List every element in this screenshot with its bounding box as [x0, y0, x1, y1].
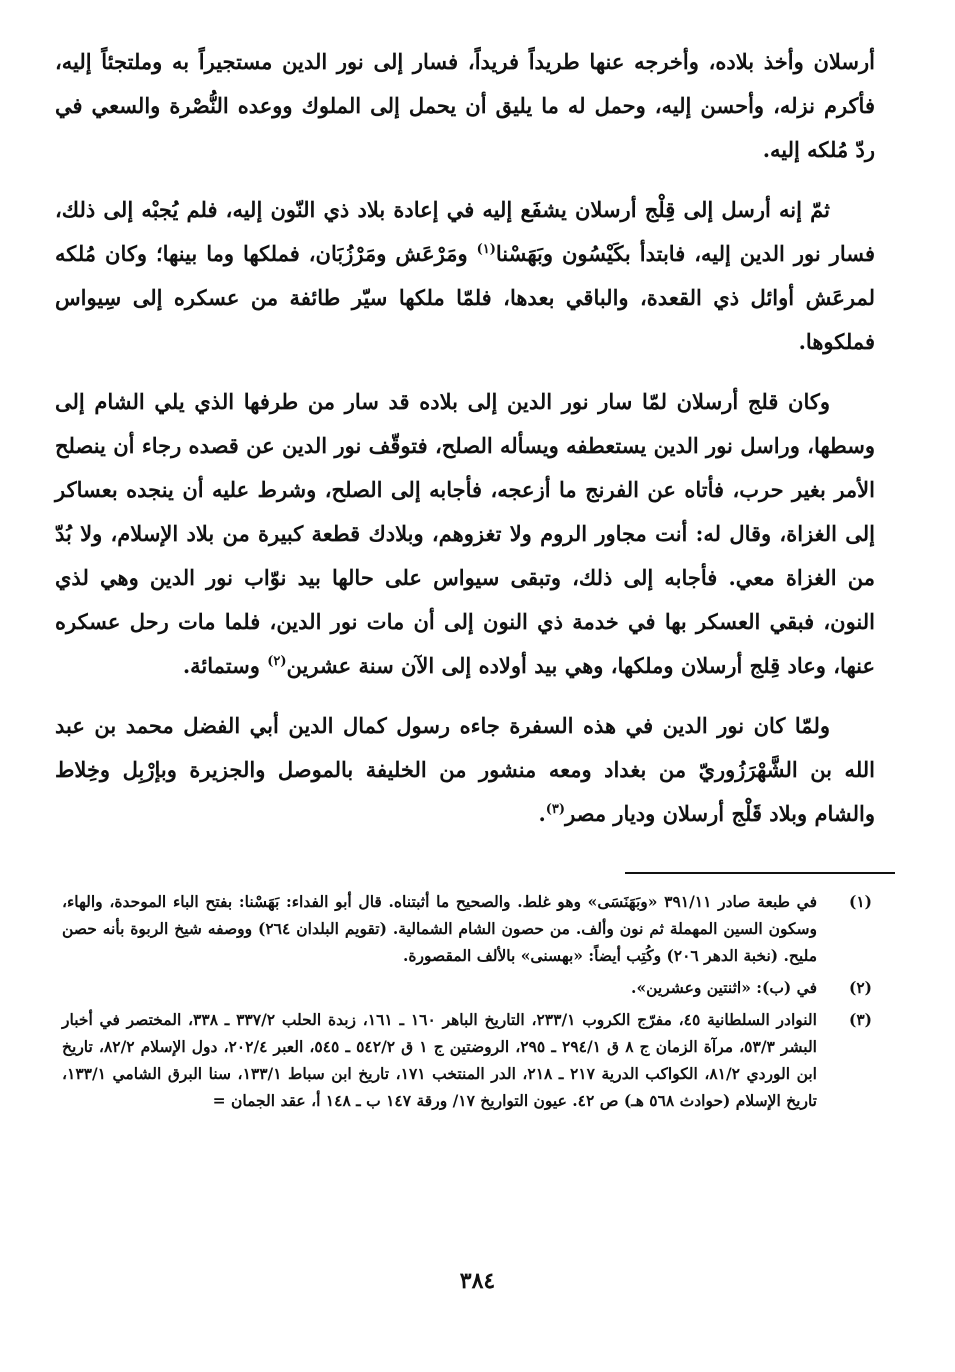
footnote-number: (٢)	[848, 978, 872, 997]
paragraph-3	[55, 380, 875, 688]
footnote-text: النوادر السلطانية ٤٥، مفرّج الكروب ٢٣٣/١، التاريخ الباهر ١٦٠ ـ ١٦١، زبدة الحلب ٣٣٧/٢ ـ ٣٣٨، المختصر في أخبار البشر ٥٣/٣، مرآة الزمان ج ٨ ق ٢٩٤/١ ـ ٢٩٥، الروضتين ج ١ ق ٥٤٢/٢ ـ ٥٤٥، العبر ٢٠٢/٤، دول الإسلام ٨٢/٢، تاريخ ابن الوردي ٨١/٢، الكواكب الدرية ٢١٧ ـ ٢١٨، الدر المنتخب ١٧١، تاريخ ابن سباط ١٣٣/١، سنا البرق الشامي ١٣٣/١، تاريخ الإسلام (حوادث ٥٦٨ هـ) ص ٤٢. عيون التواريخ ١٧/ ورقة ١٤٧ ب ـ ١٤٨ أ، عقد الجمان =	[62, 1010, 817, 1110]
footnotes	[62, 888, 872, 1119]
paragraph-4	[55, 704, 875, 836]
main-text	[55, 40, 875, 852]
footnote-number: (٣)	[848, 1010, 872, 1029]
paragraph-2-text-b: ومَرْعَش ومَرْزُبَان، فملكها وما بينها؛ وكان مُلكه لمرعَش أوائل ذي القعدة، والباقي بعدها، فلمّا ملكها سيّر طائفة من عسكره إلى سِيواس فملكوها.	[55, 241, 875, 354]
footnote-ref-1[interactable]: (١)	[476, 242, 496, 257]
paragraph-2-text-a: ثمّ إنه أرسل إلى قِلْج أرسلان يشفَع إليه في إعادة بلاد ذي النّون إليه، فلم يُجبْه إلى ذلك، فسار نور الدين إليه، فابتدأ بكَيْسُون وبَهَسْنا	[55, 197, 875, 266]
paragraph-2	[55, 188, 875, 364]
paragraph-3-text-b: وستمائة.	[182, 653, 268, 678]
paragraph-4-text-a: ولمّا كان نور الدين في هذه السفرة جاءه رسول كمال الدين أبي الفضل محمد بن عبد الله بن الشَّهْرَزُوريّ من بغداد ومعه منشور من الخليفة بالموصل والجزيرة وبإرْبِل وخِلاط والشام وبلاد قَلْج أرسلان وديار مصر	[55, 713, 875, 826]
paragraph-4-text-b: .	[538, 801, 546, 826]
footnote-1	[62, 888, 872, 969]
footnote-3	[62, 1006, 872, 1114]
paragraph-3-text-a: وكان قلج أرسلان لمّا سار نور الدين إلى بلاده قد سار من طرفها الذي يلي الشام إلى وسطها، وراسل نور الدين يستعطفه ويسأله الصلح، فتوقّف نور الدين عن قصده رجاء أن ينصلح الأمر بغير حرب، فأتاه عن الفرنج ما أزعجه، فأجابه إلى الصلح، وشرط عليه أن ينجده بعساكر إلى الغزاة، وقال له: أنت مجاور الروم ولا تغزوهم، وبلادك قطعة كبيرة من بلاد الإسلام، ولا بُدّ من الغزاة معي. فأجابه إلى ذلك، وتبقى سيواس على حالها بيد نوّاب نور الدين وهي لذي النون، فبقي العسكر بها في خدمة ذي النون إلى أن مات نور الدين، فلما مات رحل عسكره عنها، وعاد قِلج أرسلان وملكها، وهي بيد أولاده إلى الآن سنة عشرين	[55, 389, 875, 678]
footnote-ref-3[interactable]: (٣)	[545, 802, 566, 817]
footnote-divider	[625, 872, 895, 874]
footnote-text: في (ب): «اثنتين وعشرين».	[631, 978, 817, 997]
footnote-2	[62, 974, 872, 1001]
page-number: ٣٨٤	[459, 1268, 496, 1294]
paragraph-1	[55, 40, 875, 172]
footnote-ref-2[interactable]: (٢)	[267, 654, 287, 669]
footnote-number: (١)	[848, 892, 872, 911]
footnote-text: في طبعة صادر ٣٩١/١١ «وبَهَنَسَى» وهو غلط. والصحيح ما أثبتناه. قال أبو الفداء: بَهَسْنا: بفتح الباء الموحدة، والهاء، وسكون السين المهملة ثم نون وألف. من حصون الشام الشمالية. (تقويم البلدان ٢٦٤) ووصفه شيخ الربوة بأنه حصن مليح. (نخبة الدهر ٢٠٦) وكُتِب أيضاً: «بهسنى» بالألف المقصورة.	[62, 892, 817, 965]
paragraph-1-text: أرسلان وأخذ بلاده، وأخرجه عنها طريداً فريداً، فسار إلى نور الدين مستجيراً به وملتجئاً إليه، فأكرم نزله، وأحسن إليه، وحمل له ما يليق أن يحمل إلى الملوك ووعده النُّصْرة والسعي في ردّ مُلكه إليه.	[55, 49, 875, 162]
